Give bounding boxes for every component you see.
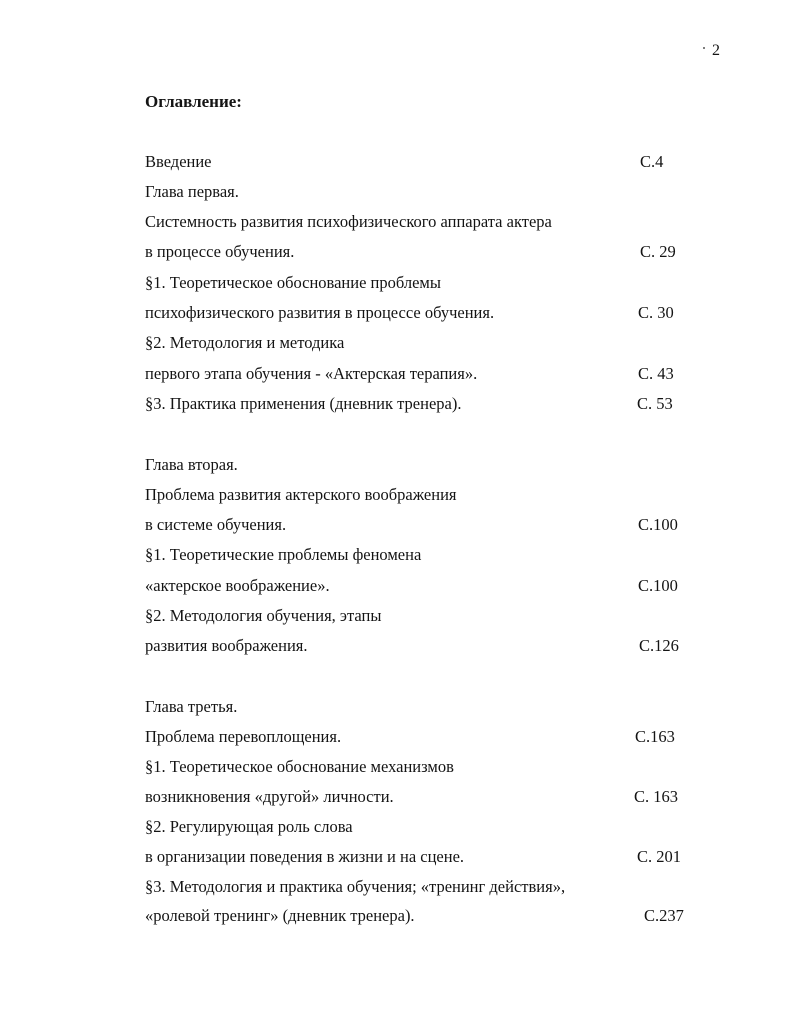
toc-entry — [145, 301, 705, 325]
toc-entry-page: С.163 — [635, 727, 675, 746]
toc-entry-text: §1. Теоретические проблемы феномена — [145, 545, 422, 564]
toc-entry — [145, 604, 705, 628]
toc-entry-text: в организации поведения в жизни и на сцене. — [145, 847, 465, 866]
toc-entry — [145, 483, 705, 507]
toc-entry — [145, 845, 705, 869]
toc-entry — [145, 150, 705, 174]
toc-entry-text: Глава третья. — [145, 697, 238, 716]
toc-entry — [145, 815, 705, 839]
toc-entry-text: §1. Теоретическое обоснование проблемы — [145, 273, 441, 292]
toc-entry — [145, 362, 705, 386]
chapter-heading — [145, 180, 705, 204]
toc-entry — [145, 513, 705, 537]
toc-entry-text: возникновения «другой» личности. — [145, 787, 394, 806]
toc-entry — [145, 210, 705, 234]
toc-entry-page: С. 29 — [640, 242, 676, 261]
toc-entry-text: в процессе обучения. — [145, 242, 295, 261]
toc-entry — [145, 331, 705, 355]
toc-entry-page: С. 30 — [638, 303, 674, 322]
toc-entry — [145, 875, 705, 899]
toc-entry-text: психофизического развития в процессе обучения. — [145, 303, 495, 322]
toc-entry-text: §2. Регулирующая роль слова — [145, 817, 353, 836]
toc-entry-text: Глава вторая. — [145, 455, 238, 474]
toc-entry-text: Проблема перевоплощения. — [145, 727, 342, 746]
toc-entry-page: С. 201 — [637, 847, 682, 866]
toc-entry-text: §3. Практика применения (дневник тренера). — [145, 394, 462, 413]
toc-entry-page: С.4 — [640, 152, 664, 171]
toc-entry-text: §2. Методология обучения, этапы — [145, 606, 382, 625]
toc-entry-text: первого этапа обучения - «Актерская терапия». — [145, 364, 478, 383]
toc-entry-text: §2. Методология и методика — [145, 333, 345, 352]
toc-entry-text: Глава первая. — [145, 182, 239, 201]
chapter-heading — [145, 695, 705, 719]
scan-speck — [703, 47, 705, 49]
toc-entry-text: «ролевой тренинг» (дневник тренера). — [145, 906, 415, 925]
toc-entry-text: §3. Методология и практика обучения; «тренинг действия», — [145, 877, 566, 896]
page-number: 2 — [712, 42, 720, 59]
toc-entry-text: Системность развития психофизического аппарата актера — [145, 212, 552, 231]
toc-entry — [145, 543, 705, 567]
toc-entry-text: §1. Теоретическое обоснование механизмов — [145, 757, 454, 776]
toc-entry-text: Введение — [145, 152, 212, 171]
toc-entry — [145, 574, 705, 598]
toc-entry-text: развития воображения. — [145, 636, 308, 655]
toc-entry-page: С.126 — [639, 636, 679, 655]
toc-entry-page: С.100 — [638, 515, 678, 534]
toc-entry-page: С.237 — [644, 906, 684, 925]
toc-entry — [145, 271, 705, 295]
toc-title: Оглавление: — [145, 92, 242, 111]
toc-entry — [145, 634, 705, 658]
toc-entry-page: С. 43 — [638, 364, 674, 383]
toc-entry — [145, 392, 705, 416]
toc-entry — [145, 785, 705, 809]
toc-entry — [145, 725, 705, 749]
toc-entry — [145, 904, 705, 928]
toc-entry-page: С. 53 — [637, 394, 673, 413]
toc-entry-page: С.100 — [638, 576, 678, 595]
toc-entry-text: «актерское воображение». — [145, 576, 330, 595]
chapter-heading — [145, 453, 705, 477]
toc-entry-text: в системе обучения. — [145, 515, 287, 534]
toc-entry — [145, 240, 705, 264]
toc-entry-page: С. 163 — [634, 787, 679, 806]
toc-entry — [145, 755, 705, 779]
toc-entry-text: Проблема развития актерского воображения — [145, 485, 457, 504]
